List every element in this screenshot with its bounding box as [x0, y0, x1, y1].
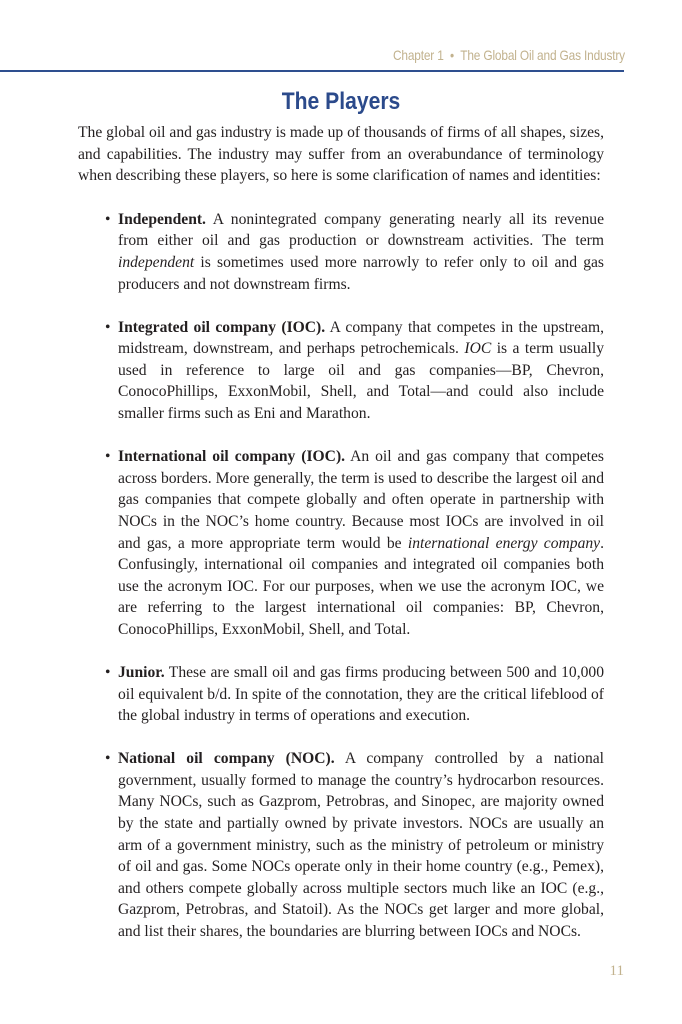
definition-emphasis: IOC [464, 340, 492, 358]
definition-emphasis: international energy company [407, 534, 601, 552]
definition-text: . Confusingly, international oil companies and integrated oil companies both use the acronym IOC. For our purposes, when we use the acronym IOC, we are referring to the largest international oil companies: BP, Chevron, ConocoPhillips, ExxonMobil, Shell, and Total. [118, 534, 604, 638]
bullet-icon: • [105, 750, 111, 768]
definition-text: is a term usually used in reference to large oil and gas companies—BP, Chevron, ConocoPhillips, ExxonMobil, Shell, and Total—and could also include smaller firms such as Eni and Marathon. [118, 340, 604, 423]
definitions-list [78, 209, 604, 943]
list-item [78, 748, 604, 942]
section-label: The Global Oil and Gas Industry [460, 47, 625, 63]
bullet-icon: • [105, 448, 111, 466]
intro-paragraph: The global oil and gas industry is made up of thousands of firms of all shapes, sizes, and capabilities. The industry may suffer from an overabundance of terminology when describing these players, so here is some clarification of names and identities: [78, 124, 604, 185]
definition-text: A nonintegrated company generating nearly all its revenue from either oil and gas production or downstream activities. The term [118, 210, 604, 250]
definition-text: An oil and gas company that competes across borders. More generally, the term is used to describe the largest oil and gas companies that compete globally and often operate in partnership with NOCs in the NOC’s home country. Because most IOCs are involved in oil and gas, a more appropriate term would be [118, 448, 605, 552]
term: Integrated oil company (IOC). [118, 318, 326, 336]
list-item [78, 446, 604, 640]
definition-emphasis: independent [118, 253, 195, 271]
page-number: 11 [609, 963, 624, 979]
page-title: The Players [281, 88, 401, 115]
bullet-icon: • [105, 663, 111, 681]
body-text [78, 122, 604, 964]
chapter-label: Chapter 1 [392, 47, 444, 63]
running-header [393, 47, 625, 63]
bullet-icon: • [105, 210, 111, 228]
definition-text: is sometimes used more narrowly to refer only to oil and gas producers and not downstream firms. [118, 253, 604, 293]
term: International oil company (IOC). [118, 448, 346, 466]
term: Independent. [118, 210, 206, 228]
definition-text: These are small oil and gas firms producing between 500 and 10,000 oil equivalent b/d. In spite of the connotation, they are the critical lifeblood of the global industry in terms of operations and execution. [118, 663, 604, 725]
definition-text: A company controlled by a national government, usually formed to manage the country’s hydrocarbon resources. Many NOCs, such as Gazprom, Petrobras, and Sinopec, are majority owned by the state and partially owned by private investors. NOCs are usually an arm of a government ministry, such as the ministry of petroleum or ministry of oil and gas. Some NOCs operate only in their home country (e.g., Pemex), and others compete globally across multiple sectors much like an IOC (e.g., Gazprom, Petrobras, and Statoil). As the NOCs get larger and more global, and list their shares, the boundaries are blurring between IOCs and NOCs. [118, 750, 604, 940]
header-rule [0, 70, 624, 72]
header-separator: • [449, 47, 454, 63]
bullet-icon: • [105, 318, 111, 336]
list-item [78, 662, 604, 727]
term: Junior. [118, 663, 165, 681]
list-item [78, 209, 604, 295]
term: National oil company (NOC). [118, 750, 335, 768]
definition-text: A company that competes in the upstream, midstream, downstream, and perhaps petrochemicals. [118, 318, 604, 358]
list-item [78, 317, 604, 425]
